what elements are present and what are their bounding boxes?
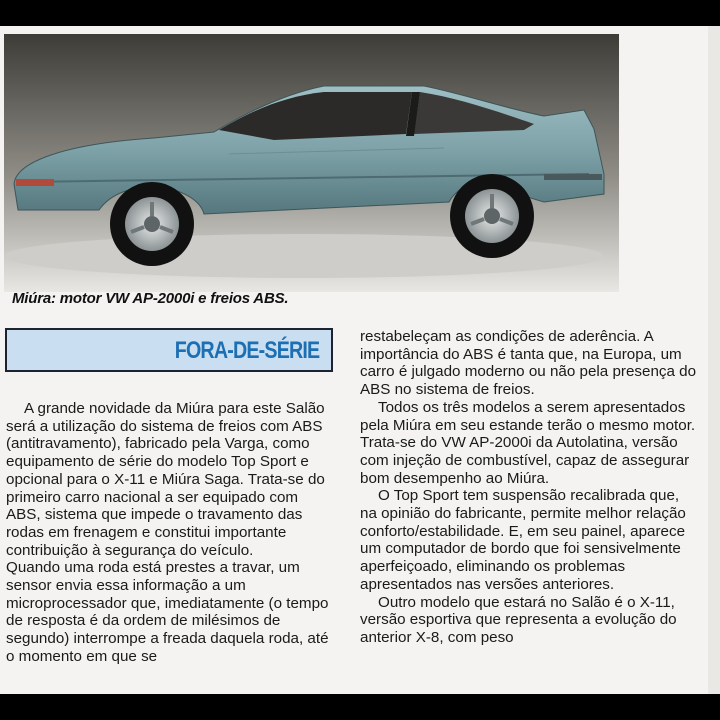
- paragraph: Todos os três modelos a serem apresentados pela Miúra em seu estande terão o mesmo motor. Trata-se do VW AP-2000i da Autolatina, versão com injeção de combustível, capaz de assegurar bom desempenho ao Miúra.: [360, 398, 696, 487]
- car-photo: [4, 34, 619, 292]
- section-title: FORA-DE-SÉRIE: [174, 337, 319, 364]
- section-banner: [5, 328, 333, 372]
- page-edge: [708, 26, 720, 694]
- paragraph: restabeleçam as condições de aderência. A importância do ABS é tanta que, na Europa, um carro é julgado moderno ou não pela presença do ABS no sistema de freios.: [360, 328, 697, 399]
- paragraph: Quando uma roda está prestes a travar, um sensor envia essa informação a um microprocessador que, imediatamente (o tempo de resposta é da ordem de milésimos de segundo) interrompe a freada daquela roda, até o momento em que se: [6, 559, 329, 665]
- magazine-page: [0, 26, 720, 694]
- article-column-1: [6, 400, 336, 666]
- paragraph: A grande novidade da Miúra para este Salão será a utilização do sistema de freios com ABS (antitravamento), fabricado pela Varga, como equipamento de série do modelo Top Sport e opcional para o X-11 e Miúra Saga. Trata-se do primeiro carro nacional a ser equipado com ABS, sistema que impede o travamento das rodas em frenagem e constitui importante contribuição à segurança do veículo.: [6, 400, 325, 559]
- photo-caption: Miúra: motor VW AP-2000i e freios ABS.: [12, 290, 289, 307]
- article-column-2: [360, 328, 700, 647]
- paragraph: O Top Sport tem suspensão recalibrada que, na opinião do fabricante, permite melhor relação conforto/estabilidade. E, em seu painel, aparece um computador de bordo que foi sensivelmente aperfeiçoado, eliminando os problemas apresentados nas versões anteriores.: [360, 487, 686, 593]
- paragraph: Outro modelo que estará no Salão é o X-11, versão esportiva que representa a evolução do anterior X-8, com peso: [360, 593, 677, 646]
